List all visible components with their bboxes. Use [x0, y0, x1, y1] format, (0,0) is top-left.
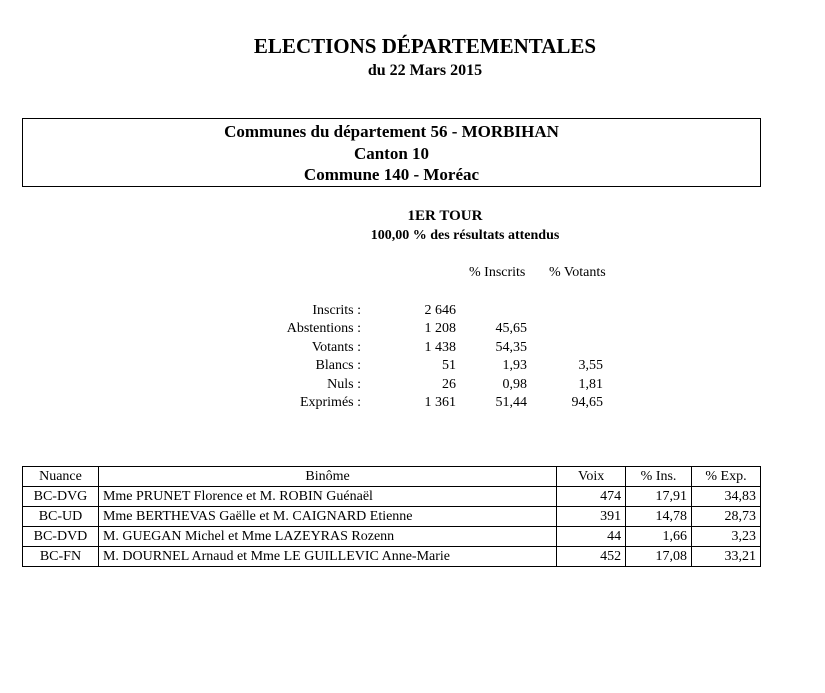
- col-header-pct-inscrits: % Inscrits: [469, 265, 526, 280]
- stat-pct-votants: 3,55: [578, 358, 603, 373]
- cell-pct-ins: 17,91: [626, 487, 692, 507]
- results-table: [22, 466, 761, 567]
- stat-pct-votants: 1,81: [578, 377, 603, 392]
- col-header-pct-exp: % Exp.: [692, 467, 761, 487]
- stat-row-votants: [0, 340, 825, 359]
- stat-value: 1 438: [424, 340, 456, 355]
- cell-binome: M. DOURNEL Arnaud et Mme LE GUILLEVIC Anne-Marie: [98, 547, 556, 567]
- stat-pct-inscrits: 54,35: [495, 340, 527, 355]
- cell-nuance: BC-DVG: [23, 487, 99, 507]
- col-header-binome: Binôme: [98, 467, 556, 487]
- stat-row-exprimes: [0, 395, 825, 414]
- cell-nuance: BC-DVD: [23, 527, 99, 547]
- stat-label: Exprimés :: [299, 395, 361, 410]
- commune-label: Commune 140 - Moréac: [303, 165, 480, 184]
- stat-label: Votants :: [311, 340, 361, 355]
- stat-value: 26: [442, 377, 456, 392]
- stat-pct-votants: 94,65: [571, 395, 603, 410]
- canton-label: Canton 10: [353, 143, 430, 163]
- round-label: 1ER TOUR: [407, 208, 483, 224]
- stat-row-inscrits: [0, 303, 825, 322]
- stat-label: Nuls :: [327, 377, 361, 392]
- stat-pct-inscrits: 45,65: [495, 321, 527, 336]
- election-date: du 22 Mars 2015: [367, 62, 483, 79]
- stat-value: 1 208: [424, 321, 456, 336]
- col-header-nuance: Nuance: [23, 467, 99, 487]
- cell-binome: Mme BERTHEVAS Gaëlle et M. CAIGNARD Etienne: [98, 507, 556, 527]
- cell-pct-ins: 1,66: [626, 527, 692, 547]
- stat-row-abstentions: [0, 321, 825, 340]
- cell-voix: 44: [557, 527, 626, 547]
- cell-voix: 452: [557, 547, 626, 567]
- stat-row-blancs: [0, 358, 825, 377]
- stat-value: 1 361: [424, 395, 456, 410]
- cell-nuance: BC-UD: [23, 507, 99, 527]
- col-header-pct-votants: % Votants: [549, 265, 606, 280]
- stat-pct-inscrits: 1,93: [502, 358, 527, 373]
- table-header-row: [23, 467, 761, 487]
- stat-row-nuls: [0, 377, 825, 396]
- location-box: [22, 118, 761, 187]
- col-header-voix: Voix: [557, 467, 626, 487]
- cell-binome: Mme PRUNET Florence et M. ROBIN Guénaël: [98, 487, 556, 507]
- table-row: [23, 487, 761, 507]
- page-title: ELECTIONS DÉPARTEMENTALES: [253, 34, 597, 58]
- stat-label: Inscrits :: [312, 303, 361, 318]
- col-header-pct-ins: % Ins.: [626, 467, 692, 487]
- stat-pct-inscrits: 51,44: [495, 395, 527, 410]
- cell-voix: 391: [557, 507, 626, 527]
- cell-pct-exp: 34,83: [692, 487, 761, 507]
- cell-pct-ins: 17,08: [626, 547, 692, 567]
- stat-label: Blancs :: [315, 358, 361, 373]
- cell-pct-exp: 33,21: [692, 547, 761, 567]
- results-progress: 100,00 % des résultats attendus: [370, 228, 560, 243]
- cell-voix: 474: [557, 487, 626, 507]
- cell-pct-exp: 28,73: [692, 507, 761, 527]
- cell-binome: M. GUEGAN Michel et Mme LAZEYRAS Rozenn: [98, 527, 556, 547]
- cell-nuance: BC-FN: [23, 547, 99, 567]
- cell-pct-ins: 14,78: [626, 507, 692, 527]
- stat-label: Abstentions :: [286, 321, 361, 336]
- table-row: [23, 527, 761, 547]
- table-row: [23, 507, 761, 527]
- table-row: [23, 547, 761, 567]
- stat-value: 51: [442, 358, 456, 373]
- stat-value: 2 646: [424, 303, 456, 318]
- stat-pct-inscrits: 0,98: [502, 377, 527, 392]
- departement-label: Communes du département 56 - MORBIHAN: [224, 122, 559, 141]
- cell-pct-exp: 3,23: [692, 527, 761, 547]
